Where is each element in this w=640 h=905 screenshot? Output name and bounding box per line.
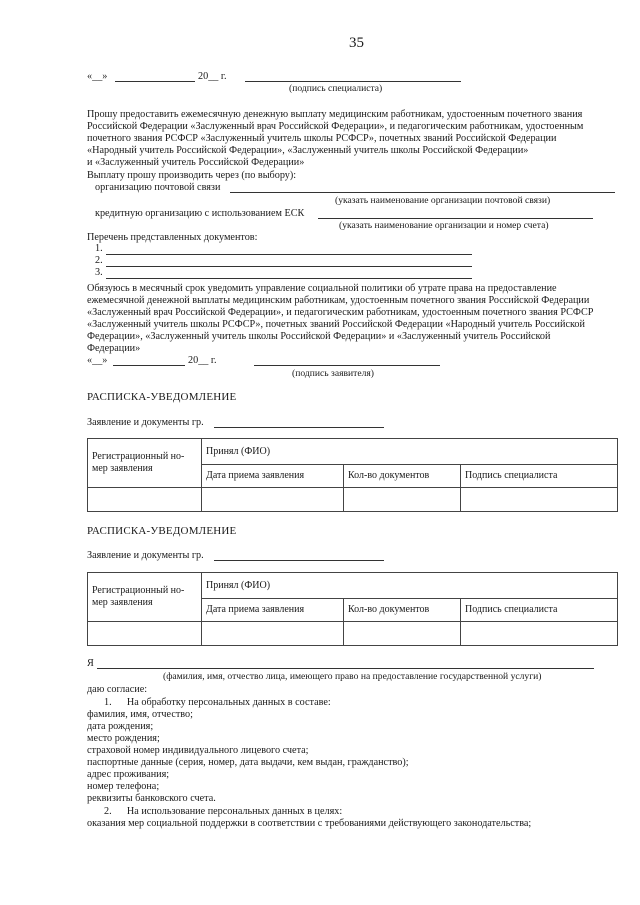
date-day: «__» xyxy=(87,71,108,82)
reg-number-header: Регистрационный но-мер заявления xyxy=(88,573,202,622)
personal-data-item: реквизиты банковского счета. xyxy=(87,793,216,804)
reg-number-cell[interactable] xyxy=(88,622,202,646)
specialist-signature-caption: (подпись специалиста) xyxy=(289,83,383,94)
consent-fio-caption: (фамилия, имя, отчество лица, имеющего право на предоставление государственной услуги) xyxy=(163,671,542,682)
request-paragraph xyxy=(87,109,617,169)
accepted-header: Принял (ФИО) xyxy=(202,573,618,599)
request-line: Прошу предоставить ежемесячную денежную выплату медицинским работникам, удостоенным почетного звания xyxy=(87,109,583,120)
document-item-line[interactable] xyxy=(106,278,472,279)
post-label: организацию почтовой связи xyxy=(95,182,221,193)
sign-column-header: Подпись специалиста xyxy=(461,465,618,488)
bank-label: кредитную организацию с использованием ЕСК xyxy=(95,208,305,219)
document-item-number: 1. xyxy=(95,243,103,254)
personal-data-item: фамилия, имя, отчество; xyxy=(87,709,193,720)
post-caption: (указать наименование организации почтовой связи) xyxy=(335,195,551,206)
obligation-line: «Заслуженный учитель школы РСФСР», почетных званий Российской Федерации «Народный учитель Российской xyxy=(87,319,585,330)
receipt-table xyxy=(87,438,618,512)
document-item-line[interactable] xyxy=(106,266,472,267)
document-item-number: 3. xyxy=(95,267,103,278)
obligation-paragraph xyxy=(87,283,617,355)
date-month-line xyxy=(115,81,195,82)
count-column-header: Кол-во документов xyxy=(344,599,461,622)
personal-data-item: страховой номер индивидуального лицевого счета; xyxy=(87,745,309,756)
personal-data-item: дата рождения; xyxy=(87,721,154,732)
receipt-docs-label: Заявление и документы гр. xyxy=(87,417,204,428)
receipt-title: РАСПИСКА-УВЕДОМЛЕНИЕ xyxy=(87,391,237,403)
receipt-docs-line[interactable] xyxy=(214,427,384,428)
sign-cell[interactable] xyxy=(461,622,618,646)
request-line: почетного звания РСФСР «Заслуженный учитель школы РСФСР», почетных званий Российской Федерации xyxy=(87,133,557,144)
receipt-table xyxy=(87,572,618,646)
applicant-date-day: «__» xyxy=(87,355,108,366)
documents-title: Перечень представленных документов: xyxy=(87,232,258,243)
count-cell[interactable] xyxy=(344,622,461,646)
consent-give: даю согласие: xyxy=(87,684,148,695)
obligation-line: Обязуюсь в месячный срок уведомить управление социальной политики об утрате права на предоставление xyxy=(87,283,557,294)
date-year: 20__ г. xyxy=(198,71,227,82)
applicant-signature-line[interactable] xyxy=(254,365,440,366)
obligation-line: Федерации», «Заслуженный учитель школы Российской Федерации» и «Заслуженный учитель Российской xyxy=(87,331,551,342)
bank-field-line[interactable] xyxy=(318,218,593,219)
consent-item-2: 2. На использование персональных данных в целях: xyxy=(104,806,343,817)
sign-column-header: Подпись специалиста xyxy=(461,599,618,622)
count-cell[interactable] xyxy=(344,488,461,512)
receipt-docs-line[interactable] xyxy=(214,560,384,561)
date-column-header: Дата приема заявления xyxy=(202,465,344,488)
personal-data-item: адрес проживания; xyxy=(87,769,170,780)
personal-data-list xyxy=(87,709,409,805)
applicant-date-month-line[interactable] xyxy=(113,365,185,366)
date-column-header: Дата приема заявления xyxy=(202,599,344,622)
request-line: «Народный учитель Российской Федерации», «Заслуженный учитель школы Российской Федерации» xyxy=(87,145,529,156)
bank-caption: (указать наименование организации и номер счета) xyxy=(339,220,549,231)
obligation-line: Федерации» xyxy=(87,343,141,354)
applicant-date-year: 20__ г. xyxy=(188,355,217,366)
document-item-line[interactable] xyxy=(106,254,472,255)
personal-data-item: номер телефона; xyxy=(87,781,160,792)
sign-cell[interactable] xyxy=(461,488,618,512)
specialist-signature-line xyxy=(245,81,461,82)
request-line: Российской Федерации «Заслуженный врач Российской Федерации», и педагогическим работникам, удостоенным xyxy=(87,121,584,132)
obligation-line: ежемесячной денежной выплаты медицинским работникам, удостоенным почетного звания Российской Федерации xyxy=(87,295,590,306)
reg-number-cell[interactable] xyxy=(88,488,202,512)
document-item-number: 2. xyxy=(95,255,103,266)
personal-data-item: паспортные данные (серия, номер, дата выдачи, кем выдан, гражданство); xyxy=(87,757,409,768)
applicant-signature-caption: (подпись заявителя) xyxy=(292,368,375,379)
consent-i-label: Я xyxy=(87,658,94,669)
payment-intro: Выплату прошу производить через (по выбору): xyxy=(87,170,297,181)
reg-number-header: Регистрационный но-мер заявления xyxy=(88,439,202,488)
page-number: 35 xyxy=(349,35,364,51)
obligation-line: «Заслуженный врач Российской Федерации», и педагогическим работникам, удостоенным почетного звания РСФСР xyxy=(87,307,594,318)
personal-data-item: место рождения; xyxy=(87,733,160,744)
consent-purpose: оказания мер социальной поддержки в соответствии с требованиями действующего законодательства; xyxy=(87,818,532,829)
accepted-header: Принял (ФИО) xyxy=(202,439,618,465)
post-field-line[interactable] xyxy=(230,192,615,193)
date-cell[interactable] xyxy=(202,488,344,512)
receipt-title: РАСПИСКА-УВЕДОМЛЕНИЕ xyxy=(87,525,237,537)
receipt-docs-label: Заявление и документы гр. xyxy=(87,550,204,561)
date-cell[interactable] xyxy=(202,622,344,646)
consent-fio-line[interactable] xyxy=(97,668,594,669)
count-column-header: Кол-во документов xyxy=(344,465,461,488)
request-line: и «Заслуженный учитель Российской Федерации» xyxy=(87,157,305,168)
consent-item-1: 1. На обработку персональных данных в составе: xyxy=(104,697,331,708)
